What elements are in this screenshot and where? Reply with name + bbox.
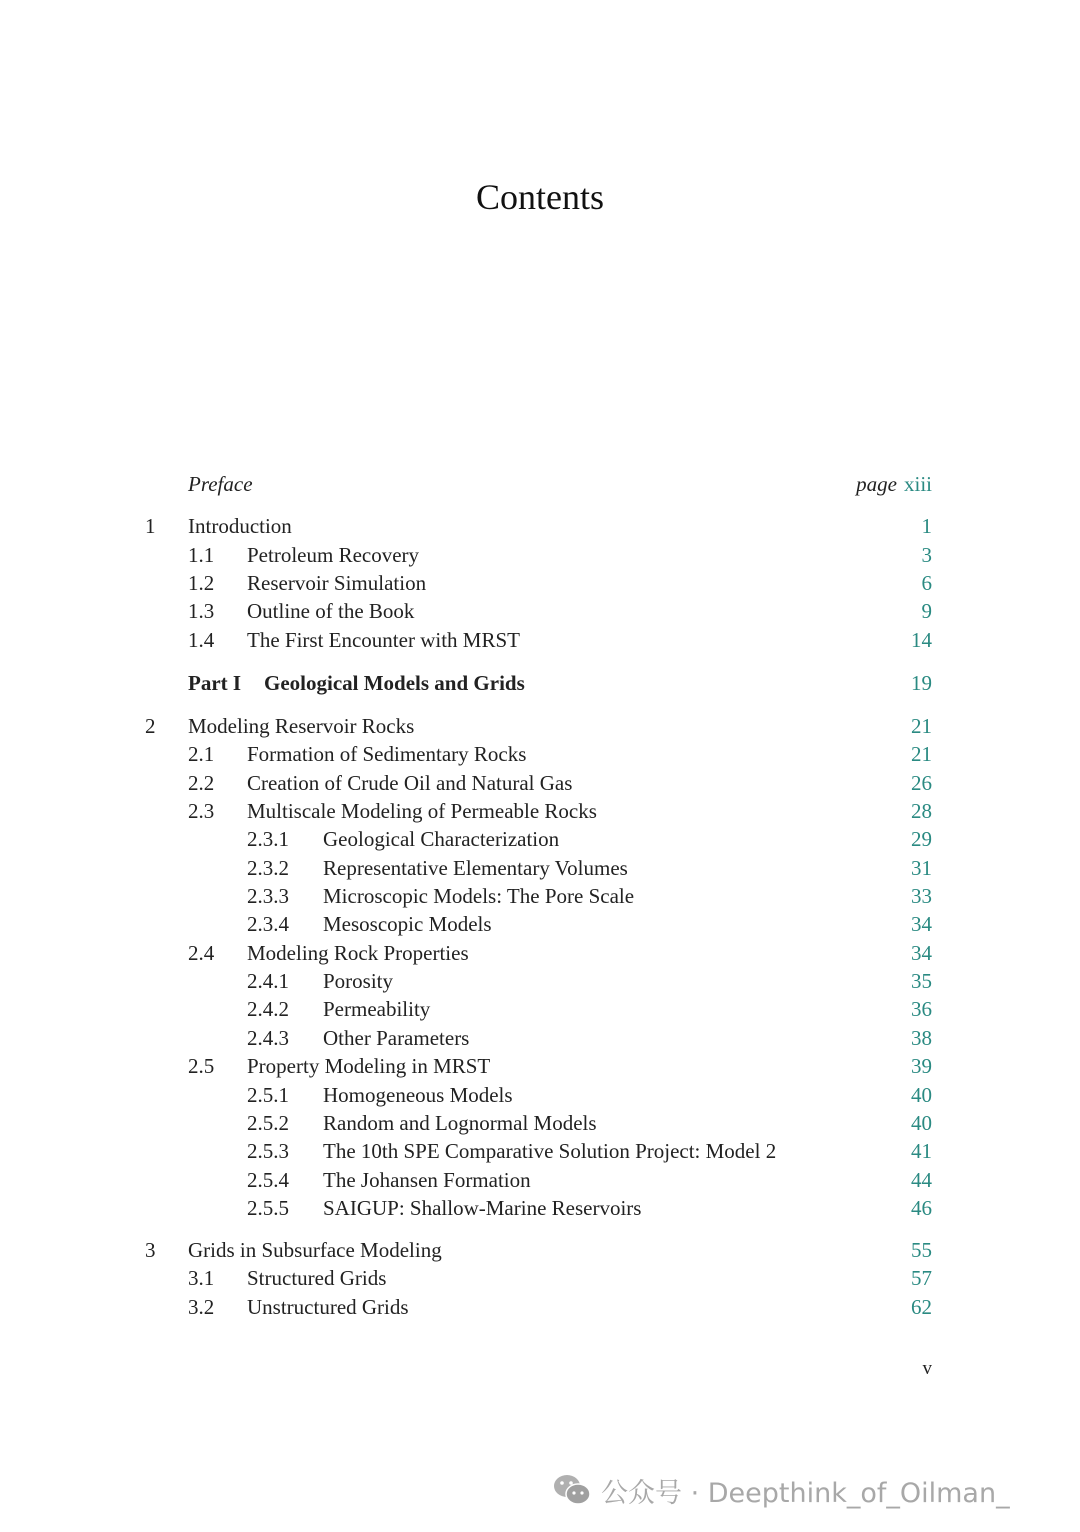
- page-number[interactable]: 31: [911, 856, 932, 880]
- subsection-title: Microscopic Models: The Pore Scale: [323, 884, 635, 908]
- section-title: Modeling Rock Properties: [247, 941, 469, 965]
- section-number: 3.1: [188, 1266, 215, 1290]
- subsection-number: 2.5.2: [247, 1111, 289, 1135]
- section-title: Unstructured Grids: [247, 1295, 409, 1319]
- subsection-number: 2.5.1: [247, 1083, 289, 1107]
- section-title: Reservoir Simulation: [247, 571, 427, 595]
- toc-subsection[interactable]: [0, 825, 1080, 853]
- chapter-number: 2: [145, 714, 156, 738]
- toc-subsection[interactable]: [0, 854, 1080, 882]
- page-number[interactable]: 14: [911, 628, 932, 652]
- toc-section[interactable]: [0, 769, 1080, 797]
- toc-section[interactable]: [0, 626, 1080, 654]
- section-title: Formation of Sedimentary Rocks: [247, 742, 527, 766]
- section-number: 2.2: [188, 771, 215, 795]
- page-number[interactable]: 40: [911, 1083, 932, 1107]
- part-label: Part I: [188, 671, 242, 695]
- subsection-title: Porosity: [323, 969, 394, 993]
- section-title: The First Encounter with MRST: [247, 628, 520, 652]
- page-word: page: [856, 472, 897, 496]
- preface-label: Preface: [188, 472, 253, 496]
- page-number[interactable]: 44: [911, 1168, 932, 1192]
- section-title: Creation of Crude Oil and Natural Gas: [247, 771, 573, 795]
- page-number[interactable]: 33: [911, 884, 932, 908]
- page-number[interactable]: 46: [911, 1196, 932, 1220]
- section-number: 2.4: [188, 941, 215, 965]
- subsection-number: 2.5.5: [247, 1196, 289, 1220]
- toc-section[interactable]: [0, 939, 1080, 967]
- toc-subsection[interactable]: [0, 1137, 1080, 1165]
- section-number: 1.1: [188, 543, 215, 567]
- subsection-title: Geological Characterization: [323, 827, 560, 851]
- page-number[interactable]: 3: [921, 543, 932, 567]
- chapter-number: 1: [145, 514, 156, 538]
- chapter-title: Modeling Reservoir Rocks: [188, 714, 415, 738]
- subsection-title: The Johansen Formation: [323, 1168, 531, 1192]
- toc-section[interactable]: [0, 740, 1080, 768]
- toc-section[interactable]: [0, 541, 1080, 569]
- subsection-title: Random and Lognormal Models: [323, 1111, 597, 1135]
- page-number[interactable]: 21: [911, 742, 932, 766]
- toc-section[interactable]: [0, 569, 1080, 597]
- subsection-number: 2.5.4: [247, 1168, 289, 1192]
- subsection-title: The 10th SPE Comparative Solution Project: Model 2: [323, 1139, 777, 1163]
- toc-preface[interactable]: [0, 470, 1080, 498]
- page-number[interactable]: 41: [911, 1139, 932, 1163]
- chapter-number: 3: [145, 1238, 156, 1262]
- watermark: [553, 1470, 1010, 1510]
- page-number[interactable]: 21: [911, 714, 932, 738]
- subsection-number: 2.3.1: [247, 827, 289, 851]
- page-number[interactable]: 55: [911, 1238, 932, 1262]
- page-number[interactable]: 6: [921, 571, 932, 595]
- section-number: 1.2: [188, 571, 215, 595]
- toc-subsection[interactable]: [0, 967, 1080, 995]
- page-number[interactable]: 36: [911, 997, 932, 1021]
- toc-subsection[interactable]: [0, 910, 1080, 938]
- section-title: Property Modeling in MRST: [247, 1054, 491, 1078]
- wechat-icon: [553, 1474, 591, 1506]
- subsection-title: Representative Elementary Volumes: [323, 856, 628, 880]
- subsection-number: 2.4.3: [247, 1026, 289, 1050]
- page-number[interactable]: 26: [911, 771, 932, 795]
- page-number[interactable]: 9: [921, 599, 932, 623]
- subsection-number: 2.5.3: [247, 1139, 289, 1163]
- toc-subsection[interactable]: [0, 1109, 1080, 1137]
- section-number: 1.3: [188, 599, 215, 623]
- watermark-text: 公众号 · Deepthink_of_Oilman_: [601, 1477, 1010, 1509]
- toc-subsection[interactable]: [0, 995, 1080, 1023]
- toc-subsection[interactable]: [0, 1081, 1080, 1109]
- toc-section[interactable]: [0, 1052, 1080, 1080]
- page-folio: v: [922, 1358, 932, 1379]
- toc-subsection[interactable]: [0, 1166, 1080, 1194]
- page-number[interactable]: 19: [911, 671, 932, 695]
- page-number[interactable]: 1: [921, 514, 932, 538]
- subsection-title: Homogeneous Models: [323, 1083, 513, 1107]
- page-number[interactable]: 34: [911, 912, 932, 936]
- chapter-title: Grids in Subsurface Modeling: [188, 1238, 442, 1262]
- page-number[interactable]: 57: [911, 1266, 932, 1290]
- toc-section[interactable]: [0, 1264, 1080, 1292]
- subsection-title: Other Parameters: [323, 1026, 470, 1050]
- toc-chapter[interactable]: [0, 512, 1080, 540]
- toc-subsection[interactable]: [0, 882, 1080, 910]
- page-number[interactable]: 62: [911, 1295, 932, 1319]
- subsection-title: SAIGUP: Shallow-Marine Reservoirs: [323, 1196, 642, 1220]
- page-number[interactable]: 39: [911, 1054, 932, 1078]
- section-number: 2.1: [188, 742, 215, 766]
- toc-section[interactable]: [0, 797, 1080, 825]
- subsection-number: 2.3.4: [247, 912, 289, 936]
- toc-section[interactable]: [0, 597, 1080, 625]
- section-title: Outline of the Book: [247, 599, 415, 623]
- part-title: Geological Models and Grids: [264, 671, 525, 695]
- section-title: Multiscale Modeling of Permeable Rocks: [247, 799, 597, 823]
- subsection-number: 2.4.2: [247, 997, 289, 1021]
- toc-chapter[interactable]: [0, 712, 1080, 740]
- section-title: Petroleum Recovery: [247, 543, 420, 567]
- subsection-number: 2.3.3: [247, 884, 289, 908]
- section-title: Structured Grids: [247, 1266, 387, 1290]
- subsection-number: 2.3.2: [247, 856, 289, 880]
- page-number[interactable]: 34: [911, 941, 932, 965]
- subsection-title: Permeability: [323, 997, 431, 1021]
- page-number[interactable]: xiii: [903, 472, 932, 496]
- subsection-title: Mesoscopic Models: [323, 912, 492, 936]
- page-number[interactable]: 35: [911, 969, 932, 993]
- section-number: 2.3: [188, 799, 215, 823]
- page-number[interactable]: 38: [911, 1026, 932, 1050]
- subsection-number: 2.4.1: [247, 969, 289, 993]
- toc-chapter[interactable]: [0, 1236, 1080, 1264]
- chapter-title: Introduction: [188, 514, 292, 538]
- section-number: 3.2: [188, 1295, 215, 1319]
- page-number[interactable]: 40: [911, 1111, 932, 1135]
- toc-section[interactable]: [0, 1293, 1080, 1321]
- toc-subsection[interactable]: [0, 1194, 1080, 1222]
- toc-part[interactable]: [0, 669, 1080, 697]
- page-title: Contents: [475, 177, 604, 217]
- section-number: 1.4: [188, 628, 215, 652]
- page-number[interactable]: 29: [911, 827, 932, 851]
- page-number[interactable]: 28: [911, 799, 932, 823]
- section-number: 2.5: [188, 1054, 215, 1078]
- toc-subsection[interactable]: [0, 1024, 1080, 1052]
